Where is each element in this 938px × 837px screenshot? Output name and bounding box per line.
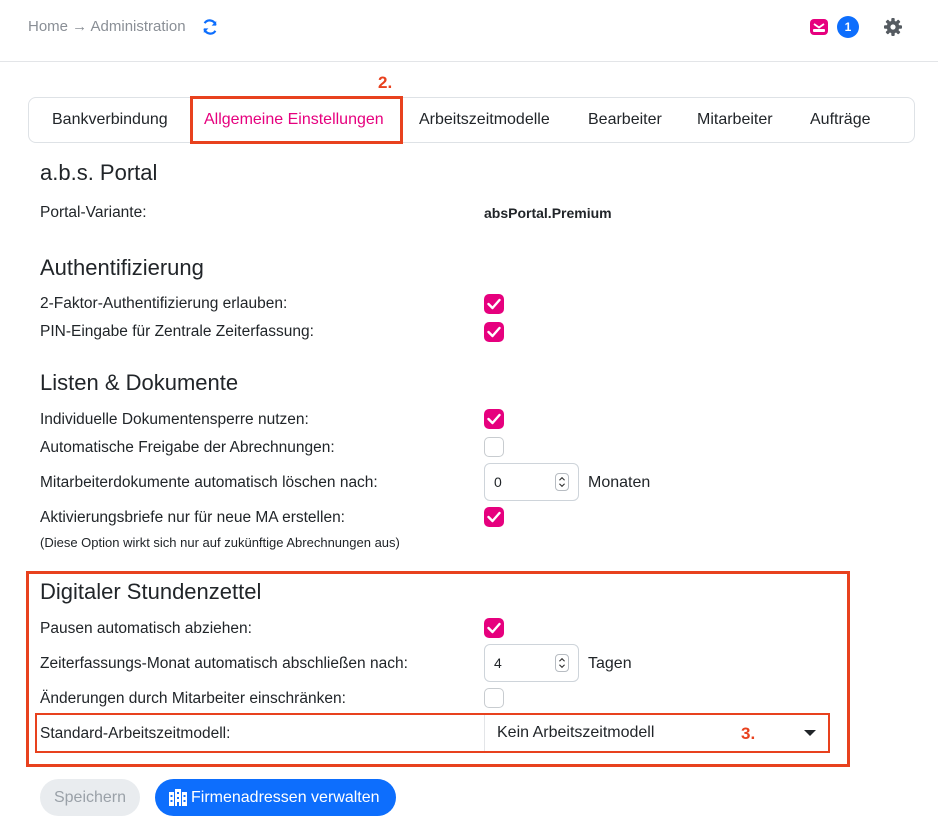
- auto-pause-label: Pausen automatisch abziehen:: [40, 620, 252, 637]
- activation-letters-checkbox[interactable]: [484, 507, 504, 527]
- tab-allgemeine-einstellungen[interactable]: Allgemeine Einstellungen: [204, 111, 384, 128]
- auto-close-unit: Tagen: [588, 655, 632, 672]
- auto-delete-months-value: 0: [494, 474, 502, 490]
- stepper-icon[interactable]: [555, 654, 569, 672]
- activation-letters-label: Aktivierungsbriefe nur für neue MA erstellen:: [40, 509, 345, 526]
- annotation-highlight-tab: [190, 96, 403, 144]
- tab-arbeitszeitmodelle[interactable]: Arbeitszeitmodelle: [419, 111, 550, 128]
- pin-entry-label: PIN-Eingabe für Zentrale Zeiterfassung:: [40, 323, 314, 340]
- section-heading-timesheet: Digitaler Stundenzettel: [40, 579, 262, 604]
- standard-model-value: Kein Arbeitszeitmodell: [497, 724, 655, 741]
- auto-delete-unit: Monaten: [588, 474, 651, 491]
- restrict-changes-checkbox[interactable]: [484, 688, 504, 708]
- building-icon: [169, 789, 187, 806]
- standard-model-label: Standard-Arbeitszeitmodell:: [40, 725, 231, 742]
- restrict-changes-label: Änderungen durch Mitarbeiter einschränken:: [40, 690, 346, 707]
- document-lock-checkbox[interactable]: [484, 409, 504, 429]
- portal-variant-value: absPortal.Premium: [484, 205, 612, 221]
- notification-badge[interactable]: 1: [837, 16, 859, 38]
- manage-company-addresses-label: Firmenadressen verwalten: [191, 789, 380, 806]
- breadcrumb[interactable]: Home → Administration: [28, 18, 186, 35]
- section-heading-authentication: Authentifizierung: [40, 255, 204, 280]
- auto-close-month-label: Zeiterfassungs-Monat automatisch abschließen nach:: [40, 655, 408, 672]
- tab-bearbeiter[interactable]: Bearbeiter: [588, 111, 662, 128]
- pin-entry-checkbox[interactable]: [484, 322, 504, 342]
- refresh-icon[interactable]: [201, 18, 219, 36]
- section-heading-documents: Listen & Dokumente: [40, 370, 239, 395]
- settings-tabs: [28, 97, 915, 143]
- activation-letters-hint: (Diese Option wirkt sich nur auf zukünftige Abrechnungen aus): [40, 535, 400, 550]
- tab-mitarbeiter[interactable]: Mitarbeiter: [697, 111, 773, 128]
- annotation-step-3: 3.: [741, 724, 756, 743]
- chevron-down-icon: [804, 730, 816, 736]
- two-factor-label: 2-Faktor-Authentifizierung erlauben:: [40, 295, 288, 312]
- auto-close-days-input[interactable]: [484, 644, 579, 682]
- auto-close-days-value: 4: [494, 655, 502, 671]
- auto-pause-checkbox[interactable]: [484, 618, 504, 638]
- auto-delete-months-input[interactable]: [484, 463, 579, 501]
- document-lock-label: Individuelle Dokumentensperre nutzen:: [40, 411, 309, 428]
- auto-release-checkbox[interactable]: [484, 437, 504, 457]
- save-button[interactable]: Speichern: [40, 779, 140, 816]
- auto-release-label: Automatische Freigabe der Abrechnungen:: [40, 439, 335, 456]
- stepper-icon[interactable]: [555, 473, 569, 491]
- manage-company-addresses-button[interactable]: [155, 779, 396, 816]
- annotation-step-2: 2.: [378, 73, 393, 92]
- section-heading-portal: a.b.s. Portal: [40, 160, 158, 185]
- tab-auftraege[interactable]: Aufträge: [810, 111, 871, 128]
- standard-model-select[interactable]: [484, 715, 828, 751]
- gear-icon[interactable]: [883, 17, 903, 37]
- portal-variant-label: Portal-Variante:: [40, 204, 147, 221]
- checkmark-icon: [487, 326, 501, 338]
- checkmark-icon: [487, 622, 501, 634]
- checkmark-icon: [487, 298, 501, 310]
- tab-bankverbindung[interactable]: Bankverbindung: [52, 111, 168, 128]
- inbox-icon[interactable]: [809, 17, 829, 37]
- two-factor-checkbox[interactable]: [484, 294, 504, 314]
- checkmark-icon: [487, 413, 501, 425]
- auto-delete-label: Mitarbeiterdokumente automatisch löschen nach:: [40, 474, 378, 491]
- top-bar: [0, 0, 938, 62]
- checkmark-icon: [487, 511, 501, 523]
